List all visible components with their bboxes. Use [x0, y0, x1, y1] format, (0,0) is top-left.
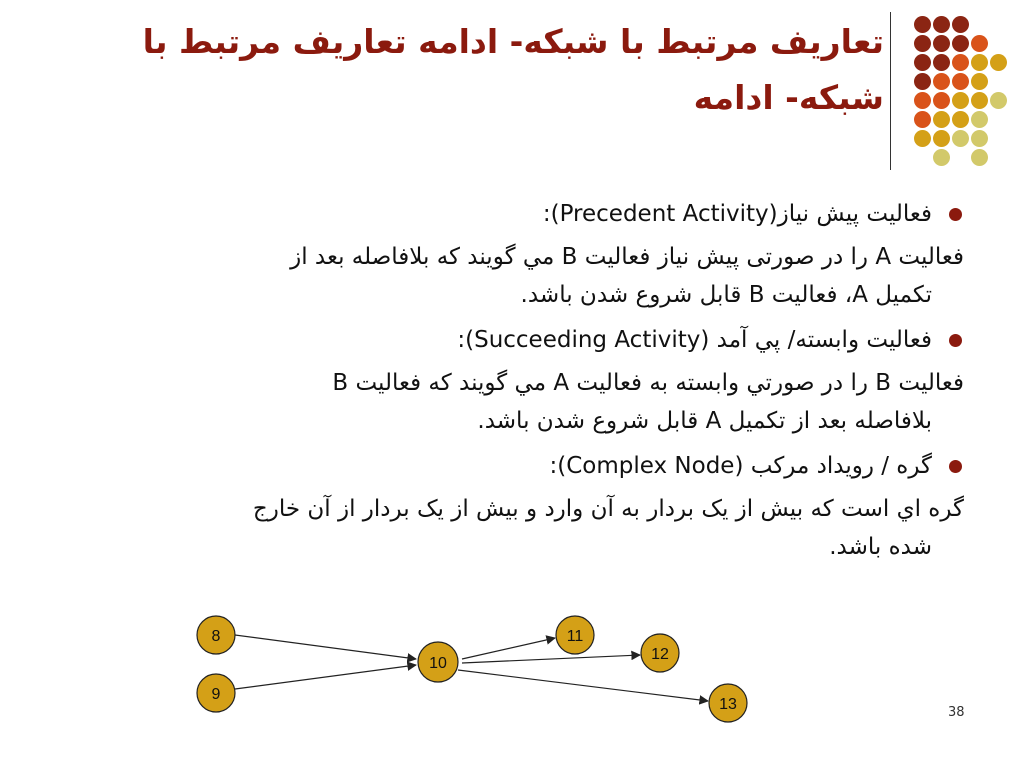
decor-dot [971, 111, 988, 128]
decor-dot [971, 92, 988, 109]
node-8 [197, 616, 235, 654]
decor-dot [933, 111, 950, 128]
bullet-item: گره / رويداد مرکب (Complex Node): [64, 446, 964, 486]
paragraph-line: فعاليت A را در صورتی پيش نياز فعاليت B مي گويند که بلافاصله بعد از [290, 244, 964, 270]
node-label: 13 [719, 696, 737, 713]
edge-9-10 [235, 665, 416, 689]
decor-dot [914, 92, 931, 109]
edge-10-11 [462, 638, 555, 659]
edge-8-10 [235, 635, 416, 659]
decor-dot [914, 73, 931, 90]
decor-dot [952, 16, 969, 33]
slide-number: 38 [948, 705, 965, 720]
edge-10-13 [458, 670, 708, 701]
bullet-item: فعاليت وابسته/ پي آمد (Succeeding Activity): [64, 320, 964, 360]
node-label: 8 [211, 628, 221, 645]
decor-dot [933, 73, 950, 90]
paragraph-line: تکميل A، فعاليت B قابل شروع شدن باشد. [520, 282, 932, 308]
decor-dot [971, 73, 988, 90]
node-label: 9 [211, 686, 221, 703]
definition-paragraph [64, 490, 964, 566]
decor-dot [914, 54, 931, 71]
decor-dot [914, 35, 931, 52]
decor-dot [933, 54, 950, 71]
decor-dot [933, 35, 950, 52]
decor-dot [971, 149, 988, 166]
decor-dot [990, 92, 1007, 109]
node-9 [197, 674, 235, 712]
decor-dot [914, 111, 931, 128]
definition-paragraph [64, 238, 964, 314]
definition-paragraph [64, 364, 964, 440]
node-label: 10 [429, 655, 447, 672]
network-diagram [190, 615, 770, 725]
decor-dot [914, 16, 931, 33]
paragraph-line: گره اي است که بيش از يک بردار به آن وارد و بيش از يک بردار از آن خارج [252, 496, 964, 522]
decor-dot [914, 130, 931, 147]
title-divider-line [890, 12, 891, 170]
node-11 [556, 616, 594, 654]
paragraph-line: بلافاصله بعد از تکميل A قابل شروع شدن باشد. [477, 408, 932, 434]
node-13 [709, 684, 747, 722]
node-label: 11 [566, 628, 584, 645]
decor-dot [971, 35, 988, 52]
slide-body [64, 194, 964, 572]
decor-dot [952, 130, 969, 147]
decor-dot [952, 35, 969, 52]
decor-dot [990, 54, 1007, 71]
decor-dot [952, 92, 969, 109]
node-12 [641, 634, 679, 672]
edge-10-12 [462, 655, 640, 663]
decor-dot [933, 149, 950, 166]
node-label: 12 [651, 646, 669, 663]
decor-dot [971, 130, 988, 147]
decor-dot [933, 92, 950, 109]
decor-dot [952, 54, 969, 71]
node-10 [418, 642, 458, 682]
slide-title: تعاريف مرتبط با شبکه- ادامه تعاريف مرتبط با شبکه- ادامه [142, 22, 884, 117]
paragraph-line: شده باشد. [829, 534, 932, 560]
decor-dot [971, 54, 988, 71]
decor-dot [952, 73, 969, 90]
decor-dot [933, 130, 950, 147]
paragraph-line: فعاليت B را در صورتي وابسته به فعاليت A مي گويند که فعاليت B [332, 370, 964, 396]
bullet-item: فعاليت پيش نياز(Precedent Activity): [64, 194, 964, 234]
decor-dot [933, 16, 950, 33]
decor-dot [952, 111, 969, 128]
